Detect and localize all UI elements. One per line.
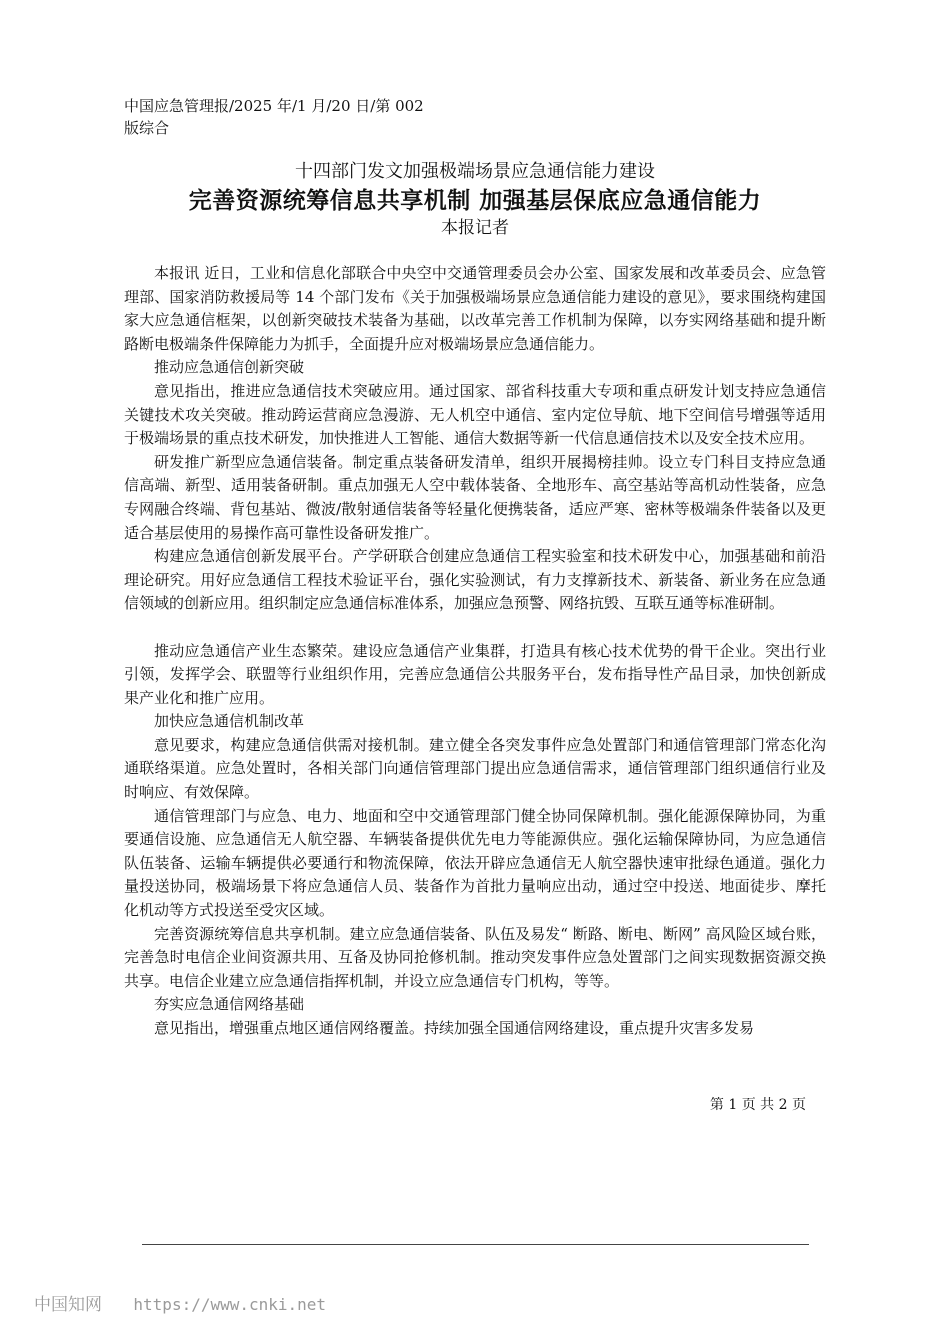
paragraph: 意见指出，推进应急通信技术突破应用。通过国家、部省科技重大专项和重点研发计划支持应急通信关键技术攻关突破。推动跨运营商应急漫游、无人机空中通信、室内定位导航、地下空间信号增强等适用于极端场景的重点技术研发，加快推进人工智能、通信大数据等新一代信息通信技术以及安全技术应用。 — [124, 381, 826, 448]
paragraph: 构建应急通信创新发展平台。产学研联合创建应急通信工程实验室和技术研发中心，加强基础和前沿理论研究。用好应急通信工程技术验证平台，强化实验测试，有力支撑新技术、新装备、新业务在应急通信领域的创新应用。组织制定应急通信标准体系，加强应急预警、网络抗毁、互联互通等标准研制。 — [124, 547, 826, 613]
paragraph: 推动应急通信产业生态繁荣。建设应急通信产业集群，打造具有核心技术优势的骨干企业。突出行业引领，发挥学会、联盟等行业组织作用，完善应急通信公共服务平台，发布指导性产品目录，加快创新成果产业化和推广应用。 — [124, 641, 826, 707]
paragraph: 意见指出，增强重点地区通信网络覆盖。持续加强全国通信网络建设，重点提升灾害多发易 — [154, 1019, 755, 1037]
watermark-brand: 中国知网 — [34, 1295, 102, 1315]
article-headline: 完善资源统筹信息共享机制 加强基层保底应急通信能力 — [188, 188, 762, 214]
footer-divider — [142, 1244, 809, 1245]
paragraph: 通信管理部门与应急、电力、地面和空中交通管理部门健全协同保障机制。强化能源保障协同，为重要通信设施、应急通信无人航空器、车辆装备提供优先电力等能源供应。强化运输保障协同，为应急通信队伍装备、运输车辆提供必要通行和物流保障，依法开辟应急通信无人航空器快速审批绿色通道。强化力量投送协同，极端场景下将应急通信人员、装备作为首批力量响应出动，通过空中投送、地面徒步、摩托化机动等方式投送至受灾区域。 — [124, 806, 826, 920]
article-byline: 本报记者 — [441, 218, 509, 238]
page-number: 第 1 页 共 2 页 — [709, 1097, 806, 1113]
watermark — [34, 1294, 326, 1316]
watermark-url[interactable]: https://www.cnki.net — [133, 1295, 327, 1314]
paragraph: 本报讯 近日，工业和信息化部联合中央空中交通管理委员会办公室、国家发展和改革委员会、应急管理部、国家消防救援局等 14 个部门发布《关于加强极端场景应急通信能力建设的意见》，要求围绕构建国家大应急通信框架，以创新突破技术装备为基础，以改革完善工作机制为保障，以夯实网络基础和提升断路断电极端条件保障能力为抓手，全面提升应对极端场景应急通信能力。 — [124, 264, 826, 353]
paragraph: 意见要求，构建应急通信供需对接机制。建立健全各突发事件应急处置部门和通信管理部门常态化沟通联络渠道。应急处置时，各相关部门向通信管理部门提出应急通信需求，通信管理部门组织通信行业及时响应、有效保障。 — [124, 735, 826, 802]
section-heading: 加快应急通信机制改革 — [154, 712, 305, 731]
article-titles — [124, 160, 826, 239]
paragraph-gap — [124, 616, 826, 640]
paragraph: 完善资源统筹信息共享机制。建立应急通信装备、队伍及易发“ 断路、断电、断网” 高风险区域台账，完善急时电信企业间资源共用、互备及协同抢修机制。推动突发事件应急处置部门之间实现数据资源交换共享。电信企业建立应急通信指挥机制，并设立应急通信专门机构，等等。 — [124, 924, 826, 990]
section-heading: 推动应急通信创新突破 — [154, 358, 305, 377]
section-heading: 夯实应急通信网络基础 — [154, 995, 305, 1014]
article-body — [124, 262, 826, 1041]
paragraph: 研发推广新型应急通信装备。制定重点装备研发清单，组织开展揭榜挂帅。设立专门科目支持应急通信高端、新型、适用装备研制。重点加强无人空中载体装备、全地形车、高空基站等高机动性装备，应急专网融合终端、背包基站、微波/散射通信装备等轻量化便携装备，适应严寒、密林等极端条件装备以及更适合基层使用的易操作高可靠性设备研发推广。 — [124, 452, 826, 542]
article-kicker: 十四部门发文加强极端场景应急通信能力建设 — [295, 161, 655, 182]
source-line: 中国应急管理报/2025 年/1 月/20 日/第 002 版综合 — [124, 97, 424, 137]
